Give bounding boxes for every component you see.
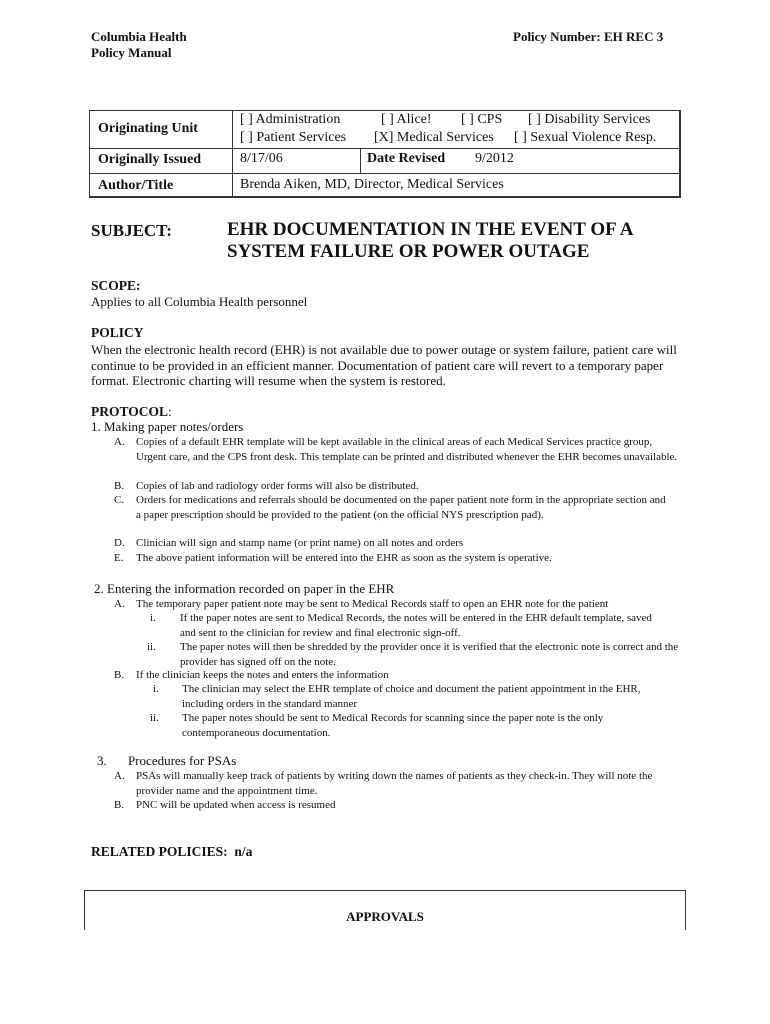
author-value: Brenda Aiken, MD, Director, Medical Services bbox=[240, 177, 504, 192]
unit-sexual-violence: [ ] Sexual Violence Resp. bbox=[514, 130, 657, 145]
originating-unit-label: Originating Unit bbox=[98, 121, 198, 136]
list-item: The above patient information will be entered into the EHR as soon as the system is operative. bbox=[136, 552, 552, 564]
list-marker: i. bbox=[150, 612, 156, 624]
originally-issued-label: Originally Issued bbox=[98, 152, 202, 167]
list-marker: B. bbox=[114, 799, 125, 811]
list-marker: C. bbox=[114, 494, 125, 506]
list-item: The paper notes will then be shredded by the provider once it is verified that the electronic note is correct and the provider has signed off on the note. bbox=[180, 641, 679, 668]
list-item: Orders for medications and referrals should be documented on the paper patient note form in the appropriate section and a paper prescription should be provided to the patient (on the official NYS prescription pad). bbox=[136, 494, 666, 521]
section-3-number: 3. bbox=[97, 753, 107, 768]
policy-text: When the electronic health record (EHR) is not available due to power outage or system failure, patient care will continue to be provided in an efficient manner. Documentation of patient care will revert to a temporary paper format. Electronic charting will resume when the system is restored. bbox=[91, 342, 677, 388]
list-item: The temporary paper patient note may be sent to Medical Records staff to open an EHR note for the patient bbox=[136, 598, 609, 610]
list-marker: E. bbox=[114, 552, 124, 564]
list-marker: A. bbox=[114, 436, 125, 448]
author-label: Author/Title bbox=[98, 178, 174, 193]
policy-number: Policy Number: EH REC 3 bbox=[513, 29, 664, 44]
originally-issued-value: 8/17/06 bbox=[240, 151, 283, 166]
list-marker: ii. bbox=[147, 641, 156, 653]
list-marker: i. bbox=[153, 683, 159, 695]
list-item: PNC will be updated when access is resumed bbox=[136, 799, 336, 811]
scope-heading: SCOPE: bbox=[91, 278, 141, 293]
list-marker: ii. bbox=[150, 712, 159, 724]
section-1-title: 1. Making paper notes/orders bbox=[91, 419, 244, 434]
list-marker: B. bbox=[114, 480, 125, 492]
unit-patient-services: [ ] Patient Services bbox=[240, 130, 347, 145]
list-item: If the paper notes are sent to Medical Records, the notes will be entered in the EHR default template, saved and sent to the clinician for review and final electronic sign-off. bbox=[180, 612, 652, 639]
unit-alice: [ ] Alice! bbox=[381, 112, 432, 127]
list-item: If the clinician keeps the notes and enters the information bbox=[136, 669, 389, 681]
list-marker: A. bbox=[114, 770, 125, 782]
list-item: The clinician may select the EHR template of choice and document the patient appointment in the EHR, including orders in the standard manner bbox=[182, 683, 641, 710]
subject-label: SUBJECT: bbox=[91, 221, 172, 240]
related-policies bbox=[91, 844, 252, 860]
related-policies-value: n/a bbox=[234, 844, 253, 859]
approvals-heading: APPROVALS bbox=[346, 909, 424, 924]
unit-administration: [ ] Administration bbox=[240, 112, 341, 127]
date-revised-value: 9/2012 bbox=[475, 151, 514, 166]
organization-name: Columbia Health bbox=[91, 29, 187, 44]
manual-name: Policy Manual bbox=[91, 45, 172, 60]
scope-text: Applies to all Columbia Health personnel bbox=[91, 294, 308, 309]
list-item: PSAs will manually keep track of patients by writing down the names of patients as they check-in. They will note the provider name and the appointment time. bbox=[136, 770, 653, 797]
unit-cps: [ ] CPS bbox=[461, 112, 503, 127]
list-item: Copies of a default EHR template will be kept available in the clinical areas of each Medical Services practice group, Urgent care, and the CPS front desk. This template can be printed and distributed whenever the EHR becomes unavailable. bbox=[136, 436, 678, 463]
list-item: Copies of lab and radiology order forms will also be distributed. bbox=[136, 480, 419, 492]
list-item: Clinician will sign and stamp name (or print name) on all notes and orders bbox=[136, 537, 464, 549]
policy-heading: POLICY bbox=[91, 325, 144, 340]
list-marker: A. bbox=[114, 598, 125, 610]
list-marker: B. bbox=[114, 669, 125, 681]
section-2-title: 2. Entering the information recorded on paper in the EHR bbox=[94, 581, 395, 596]
date-revised-label: Date Revised bbox=[367, 151, 446, 166]
related-policies-label: RELATED POLICIES: bbox=[91, 844, 228, 859]
unit-medical-services: [X] Medical Services bbox=[374, 130, 494, 145]
section-3-title: Procedures for PSAs bbox=[128, 753, 237, 768]
policy-info-table bbox=[89, 110, 681, 198]
list-item: The paper notes should be sent to Medical Records for scanning since the paper note is the only contemporaneous documentation. bbox=[182, 712, 604, 739]
subject-title: EHR DOCUMENTATION IN THE EVENT OF A SYSTEM FAILURE OR POWER OUTAGE bbox=[227, 219, 633, 262]
protocol-heading: PROTOCOL: bbox=[91, 404, 172, 419]
list-marker: D. bbox=[114, 537, 125, 549]
unit-disability-services: [ ] Disability Services bbox=[528, 112, 651, 127]
